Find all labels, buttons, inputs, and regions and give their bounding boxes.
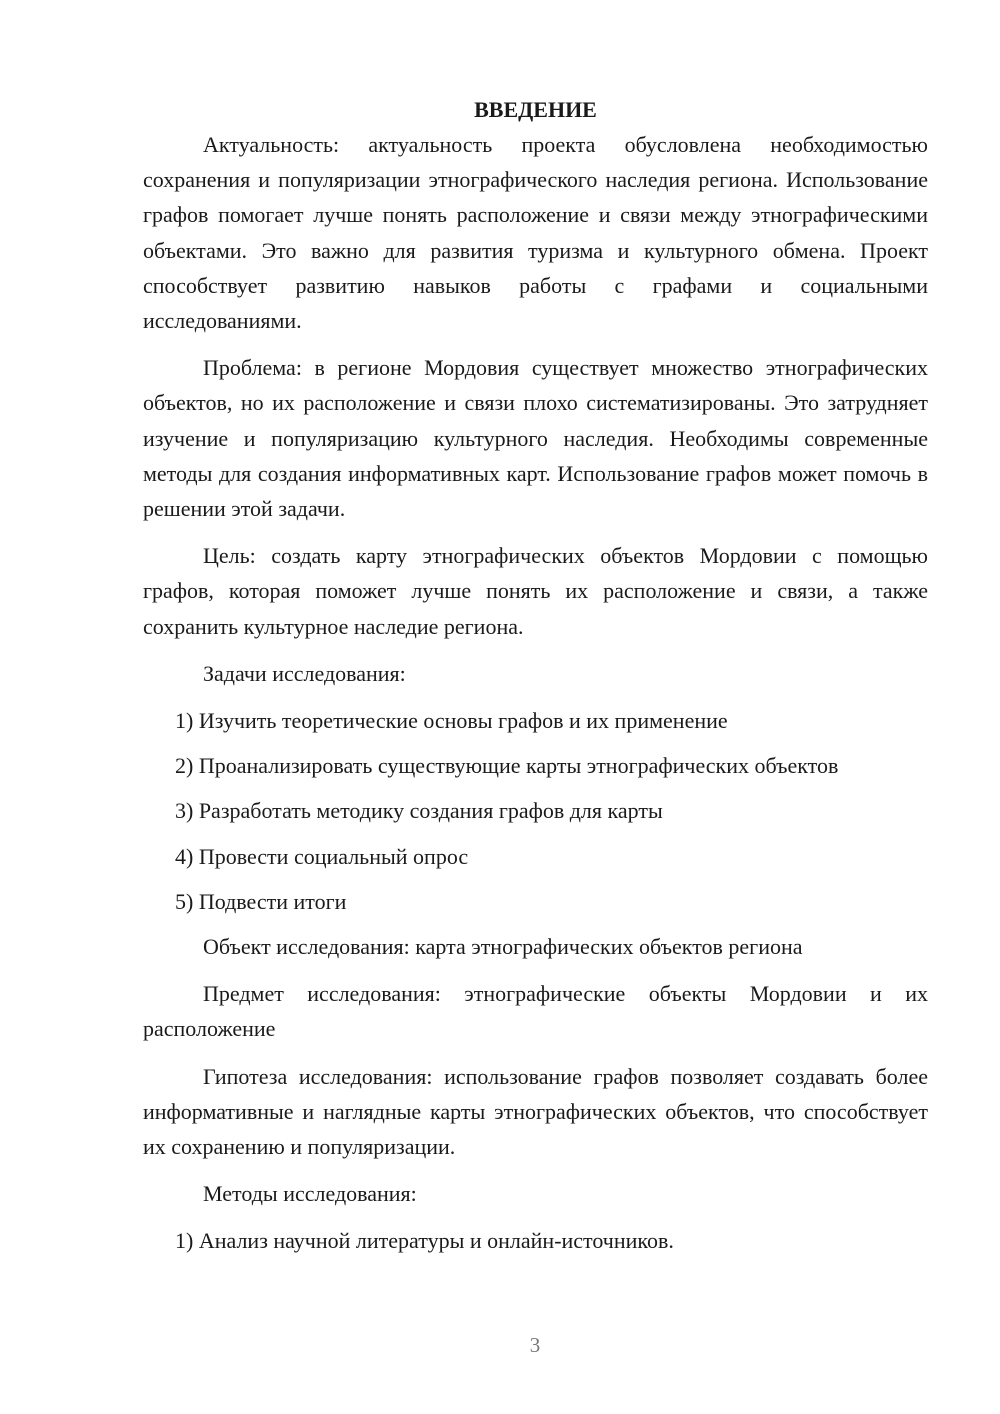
problem-paragraph: Проблема: в регионе Мордовия существует множество этнографических объектов, но их расположение и связи плохо систематизированы. Это затрудняет изучение и популяризацию культурного наследия. Необходимы современные методы для создания информативных карт. Использование графов может помочь в решении этой задачи. — [143, 355, 928, 522]
list-item: 4) Провести социальный опрос — [175, 843, 469, 869]
object-paragraph: Объект исследования: карта этнографических объектов региона — [203, 934, 803, 960]
methods-list — [143, 1223, 928, 1258]
tasks-list — [143, 703, 928, 919]
list-item: 1) Изучить теоретические основы графов и их применение — [175, 708, 728, 734]
relevance-paragraph: Актуальность: актуальность проекта обусловлена необходимостью сохранения и популяризации этнографического наследия региона. Использование графов помогает лучше понять расположение и связи между этнографическими объектами. Это важно для развития туризма и культурного обмена. Проект способствует развитию навыков работы с графами и социальными исследованиями. — [143, 132, 928, 334]
goal-paragraph: Цель: создать карту этнографических объектов Мордовии с помощью графов, которая поможет лучше понять их расположение и связи, а также сохранить культурное наследие региона. — [143, 543, 928, 639]
document-page — [143, 92, 928, 1269]
methods-heading: Методы исследования: — [203, 1181, 417, 1207]
list-item: 5) Подвести итоги — [175, 888, 347, 914]
list-item: 2) Проанализировать существующие карты этнографических объектов — [175, 753, 839, 779]
page-number: 3 — [529, 1333, 541, 1357]
list-item: 1) Анализ научной литературы и онлайн-источников. — [175, 1228, 674, 1254]
hypothesis-paragraph: Гипотеза исследования: использование графов позволяет создавать более информативные и наглядные карты этнографических объектов, что способствует их сохранению и популяризации. — [143, 1063, 928, 1160]
section-heading: ВВЕДЕНИЕ — [474, 97, 597, 122]
list-item: 3) Разработать методику создания графов для карты — [175, 798, 663, 824]
subject-paragraph: Предмет исследования: этнографические объекты Мордовии и их расположение — [143, 981, 928, 1042]
tasks-heading: Задачи исследования: — [203, 660, 406, 686]
